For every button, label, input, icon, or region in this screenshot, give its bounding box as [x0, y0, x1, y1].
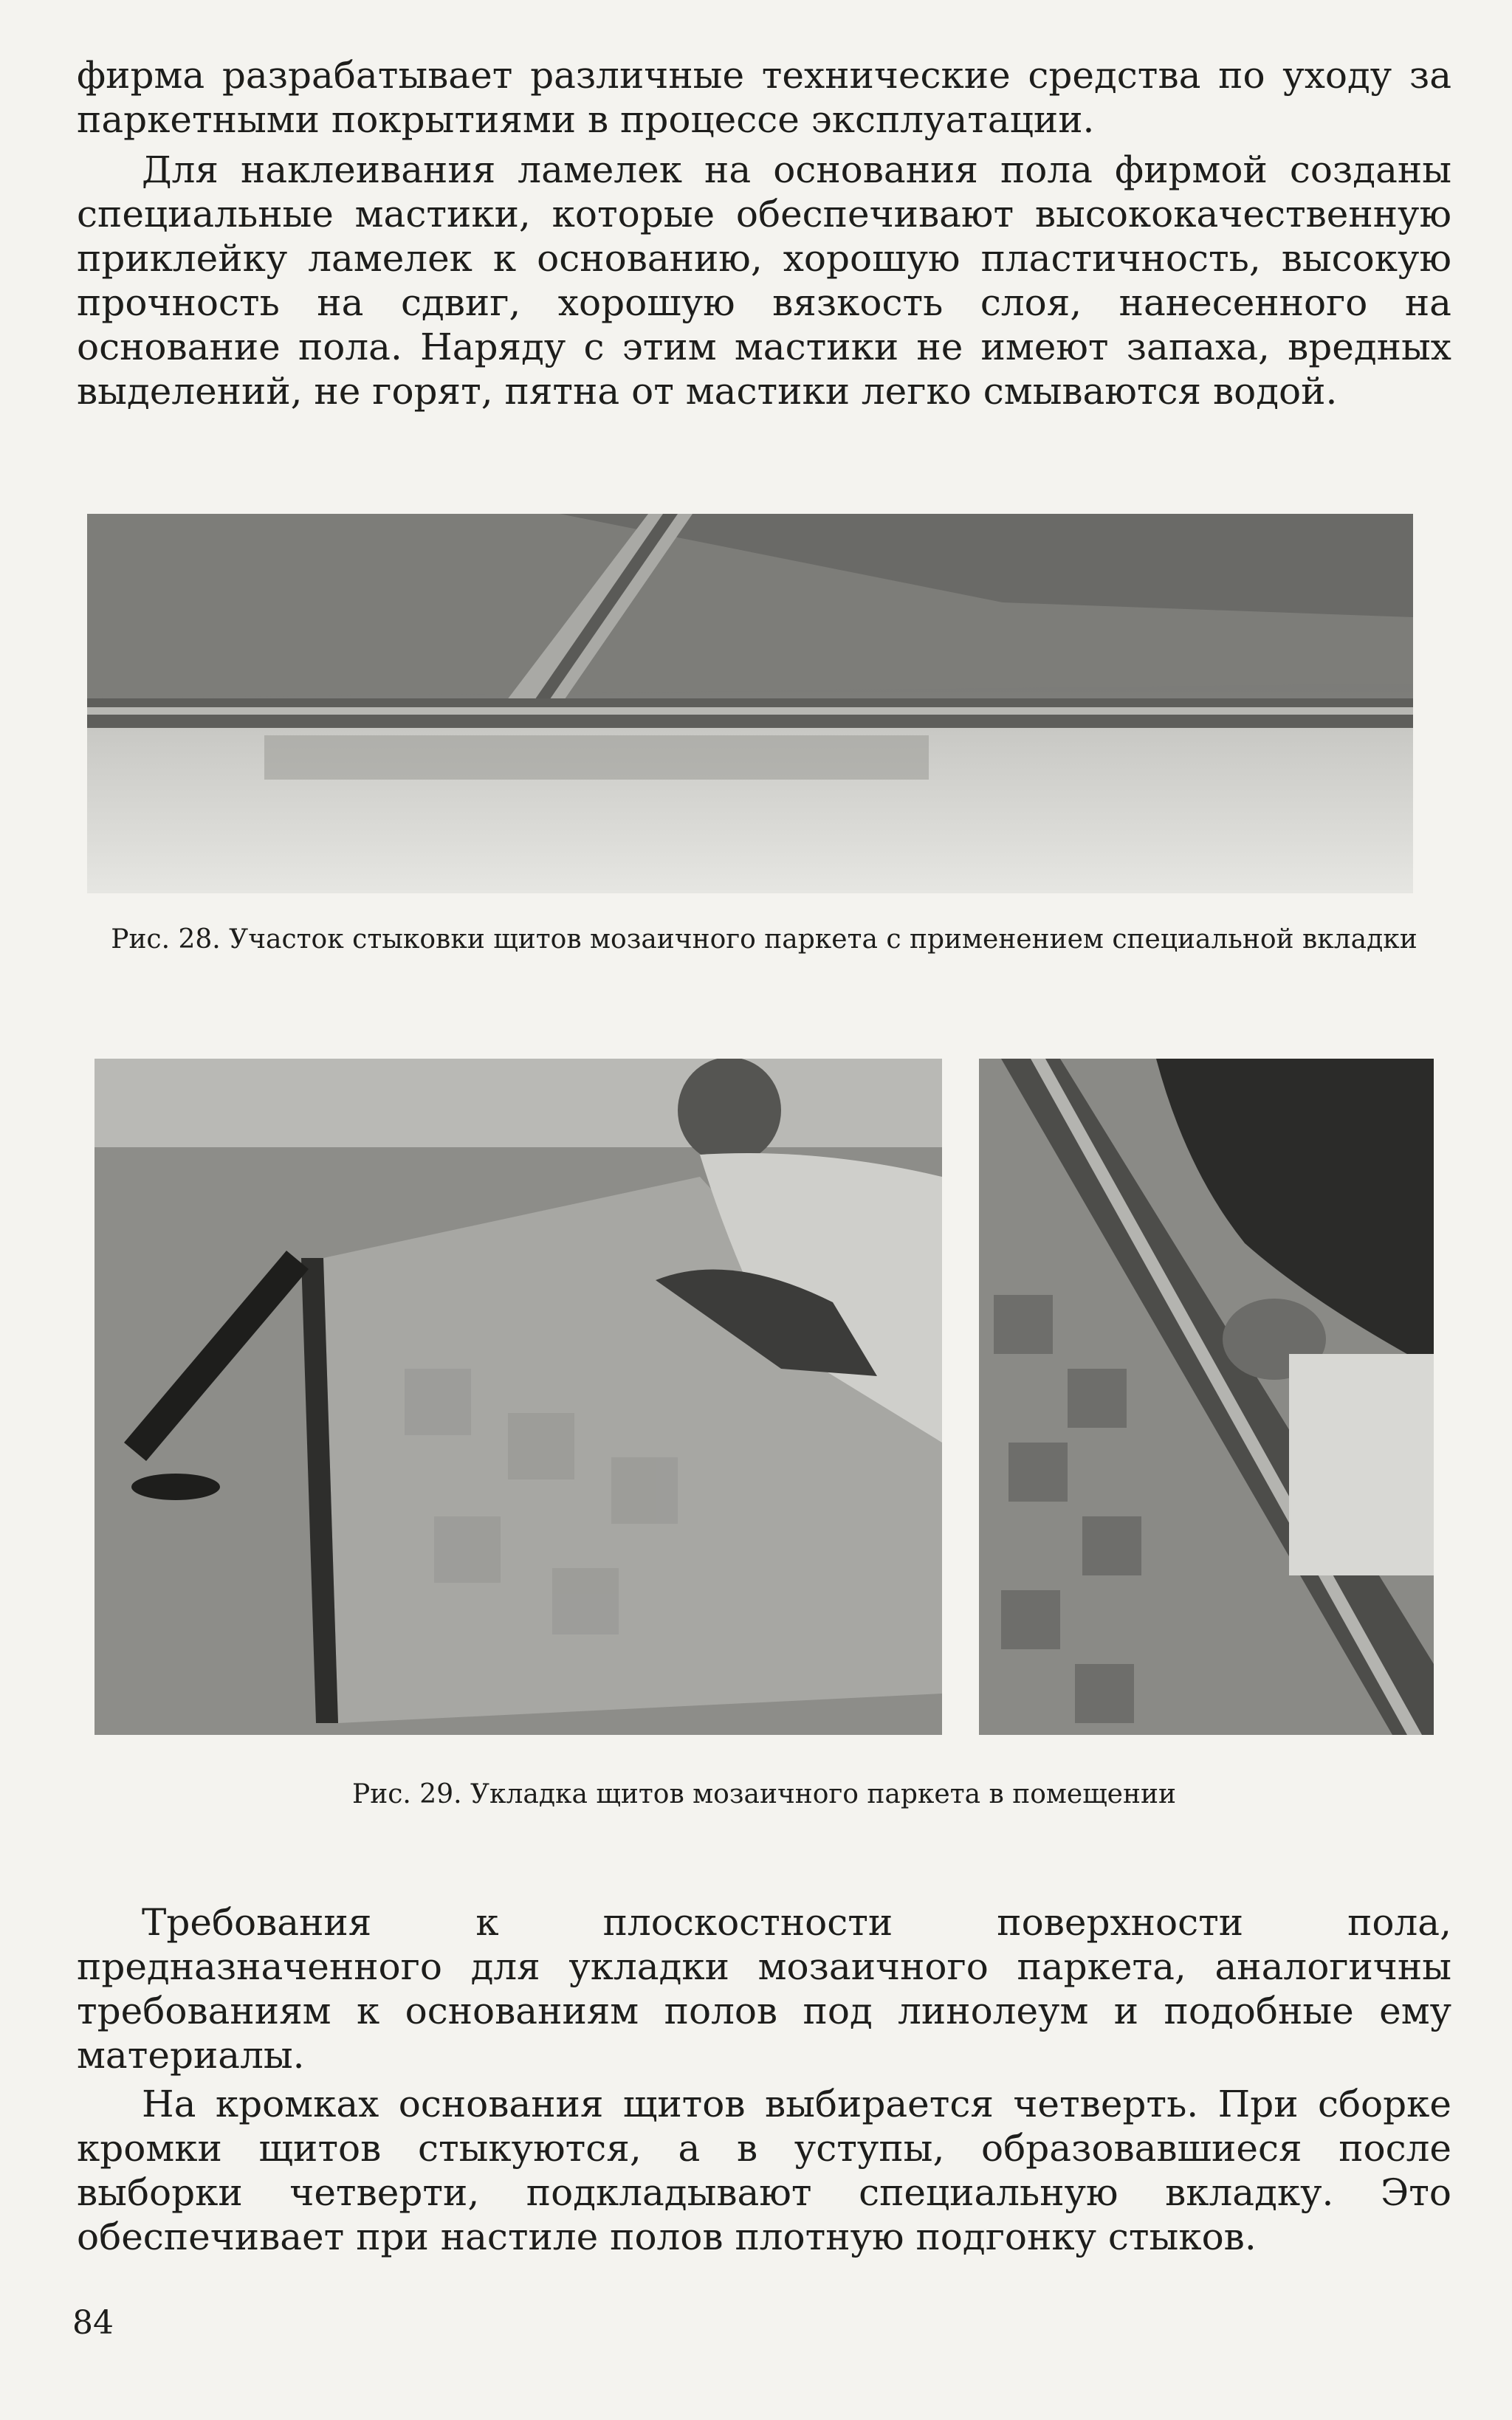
- figure-29-caption: Рис. 29. Укладка щитов мозаичного паркета в помещении: [352, 1779, 1176, 1809]
- figure-28-caption: Рис. 28. Участок стыковки щитов мозаичного паркета с применением специальной вкладки: [111, 924, 1418, 955]
- figure-29-left-photo: [94, 1059, 942, 1735]
- paragraph-continued: фирма разрабатывает различные технические средства по уходу за паркетными покрытиями в процессе эксплуатации.: [77, 54, 1451, 141]
- paragraph-mastics: Для наклеивания ламелек на основания пола фирмой созданы специальные мастики, которые обеспечивают высококачественную приклейку ламелек к основанию, хорошую пластичность, высокую прочность на сдвиг, хорошую вязкость слоя, нанесенного на основание пола. Наряду с этим мастики не имеют запаха, вредных выделений, не горят, пятна от мастики легко смываются водой.: [77, 148, 1451, 413]
- joint-closeup-image: [979, 1059, 1434, 1735]
- figure-28-photo: [87, 514, 1413, 893]
- paragraph-flatness: Требования к плоскостности поверхности пола, предназначенного для укладки мозаичного паркета, аналогичны требованиям к основаниям полов под линолеум и подобные ему материалы.: [77, 1901, 1451, 2077]
- panel-joint-image: [87, 514, 1413, 893]
- figure-29-right-photo: [979, 1059, 1434, 1735]
- page-number: 84: [72, 2304, 114, 2342]
- laying-panel-image: [94, 1059, 942, 1735]
- paragraph-edges: На кромках основания щитов выбирается четверть. При сборке кромки щитов стыкуются, а в уступы, образовавшиеся после выборки четверти, подкладывают специальную вкладку. Это обеспечивает при настиле полов плотную подгонку стыков.: [77, 2083, 1451, 2258]
